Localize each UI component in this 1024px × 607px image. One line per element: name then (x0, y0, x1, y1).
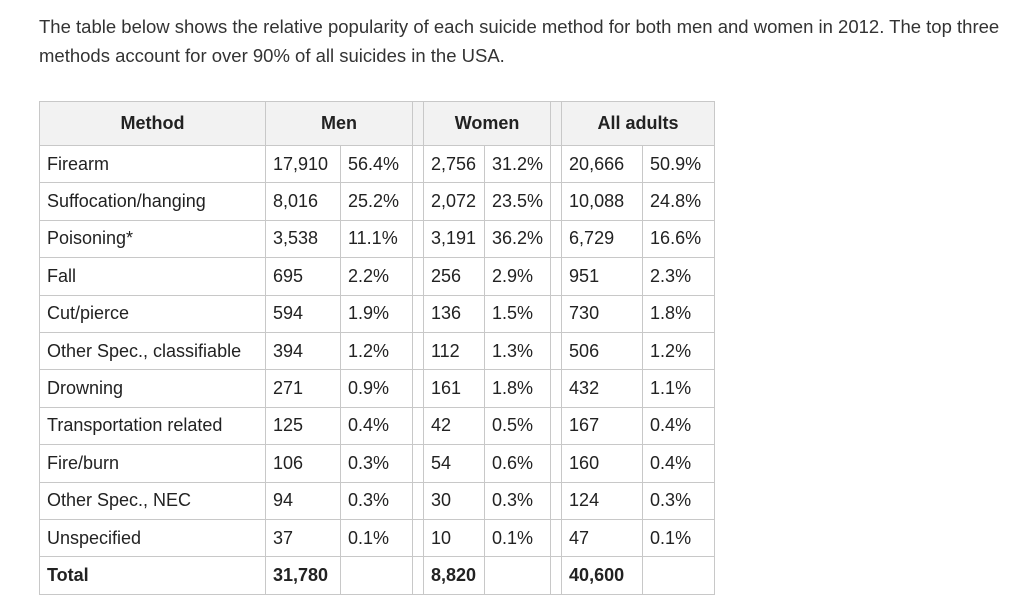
empty-cell (485, 557, 551, 594)
all-count-cell: 20,666 (562, 146, 643, 183)
column-spacer (551, 220, 562, 257)
all-percent-cell: 1.2% (643, 332, 715, 369)
men-percent-cell: 0.9% (341, 370, 413, 407)
method-cell: Firearm (40, 146, 266, 183)
men-count-cell: 94 (266, 482, 341, 519)
all-percent-cell: 0.4% (643, 407, 715, 444)
table-row (40, 519, 715, 556)
table-row (40, 146, 715, 183)
men-percent-cell: 0.4% (341, 407, 413, 444)
men-percent-cell: 56.4% (341, 146, 413, 183)
all-percent-cell: 24.8% (643, 183, 715, 220)
table-row (40, 407, 715, 444)
women-percent-cell: 1.3% (485, 332, 551, 369)
men-percent-cell: 0.3% (341, 482, 413, 519)
total-women-count-cell: 8,820 (424, 557, 485, 594)
women-percent-cell: 1.8% (485, 370, 551, 407)
column-spacer (413, 258, 424, 295)
column-spacer (413, 519, 424, 556)
method-cell: Suffocation/hanging (40, 183, 266, 220)
table-header-row (40, 102, 715, 146)
method-cell: Poisoning* (40, 220, 266, 257)
men-count-cell: 695 (266, 258, 341, 295)
method-cell: Other Spec., classifiable (40, 332, 266, 369)
total-all-count-cell: 40,600 (562, 557, 643, 594)
men-count-cell: 8,016 (266, 183, 341, 220)
column-spacer (551, 102, 562, 146)
women-count-cell: 136 (424, 295, 485, 332)
men-percent-cell: 2.2% (341, 258, 413, 295)
column-spacer (551, 445, 562, 482)
column-spacer (413, 220, 424, 257)
table-row (40, 332, 715, 369)
men-percent-cell: 0.3% (341, 445, 413, 482)
all-percent-cell: 2.3% (643, 258, 715, 295)
all-percent-cell: 1.1% (643, 370, 715, 407)
women-count-cell: 54 (424, 445, 485, 482)
column-spacer (413, 102, 424, 146)
table-row (40, 183, 715, 220)
table-row (40, 295, 715, 332)
men-count-cell: 37 (266, 519, 341, 556)
men-count-cell: 17,910 (266, 146, 341, 183)
women-percent-cell: 23.5% (485, 183, 551, 220)
women-percent-cell: 0.1% (485, 519, 551, 556)
men-percent-cell: 25.2% (341, 183, 413, 220)
table-row (40, 258, 715, 295)
suicide-methods-table (39, 101, 715, 595)
men-percent-cell: 1.9% (341, 295, 413, 332)
column-spacer (413, 482, 424, 519)
men-count-cell: 394 (266, 332, 341, 369)
women-percent-cell: 0.6% (485, 445, 551, 482)
column-spacer (551, 146, 562, 183)
column-spacer (551, 258, 562, 295)
method-cell: Other Spec., NEC (40, 482, 266, 519)
all-percent-cell: 0.3% (643, 482, 715, 519)
column-spacer (413, 407, 424, 444)
all-percent-cell: 0.1% (643, 519, 715, 556)
women-count-cell: 2,072 (424, 183, 485, 220)
all-count-cell: 167 (562, 407, 643, 444)
men-count-cell: 271 (266, 370, 341, 407)
column-spacer (551, 482, 562, 519)
column-spacer (551, 370, 562, 407)
all-count-cell: 951 (562, 258, 643, 295)
column-spacer (413, 183, 424, 220)
women-percent-cell: 31.2% (485, 146, 551, 183)
total-label-cell: Total (40, 557, 266, 594)
men-percent-cell: 1.2% (341, 332, 413, 369)
all-count-cell: 730 (562, 295, 643, 332)
header-women: Women (424, 102, 551, 146)
column-spacer (551, 557, 562, 594)
women-count-cell: 2,756 (424, 146, 485, 183)
column-spacer (551, 295, 562, 332)
header-men: Men (266, 102, 413, 146)
men-percent-cell: 0.1% (341, 519, 413, 556)
method-cell: Drowning (40, 370, 266, 407)
column-spacer (551, 519, 562, 556)
table-row (40, 445, 715, 482)
women-count-cell: 3,191 (424, 220, 485, 257)
women-percent-cell: 1.5% (485, 295, 551, 332)
all-percent-cell: 0.4% (643, 445, 715, 482)
all-count-cell: 124 (562, 482, 643, 519)
header-method: Method (40, 102, 266, 146)
column-spacer (413, 295, 424, 332)
method-cell: Cut/pierce (40, 295, 266, 332)
all-percent-cell: 50.9% (643, 146, 715, 183)
column-spacer (413, 445, 424, 482)
all-count-cell: 432 (562, 370, 643, 407)
women-count-cell: 161 (424, 370, 485, 407)
women-count-cell: 112 (424, 332, 485, 369)
men-percent-cell: 11.1% (341, 220, 413, 257)
all-percent-cell: 16.6% (643, 220, 715, 257)
table-row (40, 370, 715, 407)
column-spacer (413, 146, 424, 183)
column-spacer (551, 332, 562, 369)
all-count-cell: 506 (562, 332, 643, 369)
total-row (40, 557, 715, 594)
column-spacer (413, 332, 424, 369)
women-percent-cell: 36.2% (485, 220, 551, 257)
women-count-cell: 42 (424, 407, 485, 444)
men-count-cell: 125 (266, 407, 341, 444)
women-count-cell: 256 (424, 258, 485, 295)
all-count-cell: 160 (562, 445, 643, 482)
all-count-cell: 6,729 (562, 220, 643, 257)
women-count-cell: 30 (424, 482, 485, 519)
men-count-cell: 106 (266, 445, 341, 482)
column-spacer (551, 183, 562, 220)
method-cell: Fall (40, 258, 266, 295)
intro-paragraph: The table below shows the relative popularity of each suicide method for both men and women in 2012. The top three methods account for over 90% of all suicides in the USA. (39, 16, 1000, 66)
table-body (40, 146, 715, 595)
all-count-cell: 47 (562, 519, 643, 556)
table-row (40, 482, 715, 519)
column-spacer (413, 557, 424, 594)
all-percent-cell: 1.8% (643, 295, 715, 332)
women-percent-cell: 0.3% (485, 482, 551, 519)
header-all-adults: All adults (562, 102, 715, 146)
men-count-cell: 3,538 (266, 220, 341, 257)
column-spacer (551, 407, 562, 444)
empty-cell (341, 557, 413, 594)
method-cell: Fire/burn (40, 445, 266, 482)
women-percent-cell: 2.9% (485, 258, 551, 295)
empty-cell (643, 557, 715, 594)
women-count-cell: 10 (424, 519, 485, 556)
all-count-cell: 10,088 (562, 183, 643, 220)
women-percent-cell: 0.5% (485, 407, 551, 444)
column-spacer (413, 370, 424, 407)
table-row (40, 220, 715, 257)
total-men-count-cell: 31,780 (266, 557, 341, 594)
method-cell: Transportation related (40, 407, 266, 444)
men-count-cell: 594 (266, 295, 341, 332)
method-cell: Unspecified (40, 519, 266, 556)
